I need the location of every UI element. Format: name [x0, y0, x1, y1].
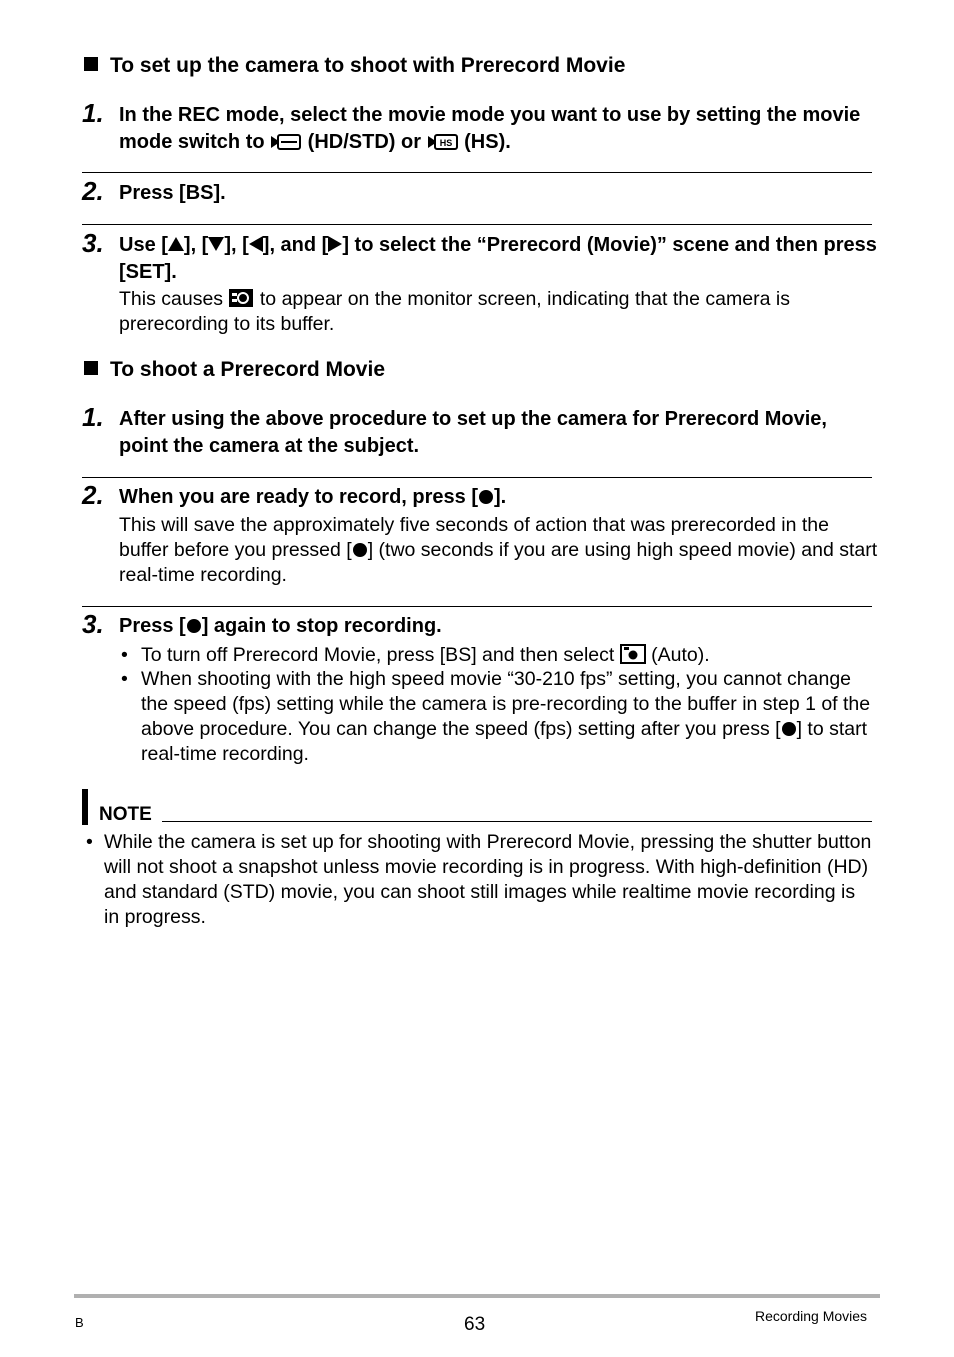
- step-number: 2.: [82, 480, 104, 510]
- bullet-item: • When shooting with the high speed movie “30-210 fps” setting, you cannot change the speed (fps) setting while the camera is pre-recording to the buffer in step 1 of the above procedure. You can change the speed (fps) setting after you press [ ] to start real-time recording.: [121, 668, 871, 765]
- divider: [82, 224, 872, 225]
- step-instruction: Press [BS].: [119, 182, 226, 204]
- record-button-icon: [353, 543, 367, 557]
- note-label: NOTE: [99, 804, 152, 825]
- hs-movie-icon: [427, 133, 459, 151]
- step-instruction: In the REC mode, select the movie mode you want to use by setting the movie mode switch to (HD/STD) or HS (HS).: [119, 104, 861, 153]
- record-button-icon: [187, 619, 201, 633]
- footer-marker: B: [75, 1315, 84, 1330]
- auto-icon: [620, 644, 646, 664]
- prerecord-icon: [228, 288, 254, 308]
- down-arrow-icon: [208, 237, 224, 251]
- note-divider: [162, 821, 872, 822]
- footer-rule: [74, 1294, 880, 1298]
- hd-std-movie-icon: [270, 133, 302, 151]
- section-heading: To set up the camera to shoot with Prerecord Movie: [84, 54, 625, 78]
- step-description: This causes to appear on the monitor screen, indicating that the camera is prerecording to its buffer.: [119, 288, 790, 335]
- step-number: 1.: [82, 402, 104, 432]
- step-number: 3.: [82, 228, 104, 258]
- left-arrow-icon: [249, 236, 263, 252]
- square-bullet-icon: [84, 57, 98, 71]
- step-instruction: Press [ ] again to stop recording.: [119, 615, 442, 637]
- square-bullet-icon: [84, 361, 98, 375]
- note-text: • While the camera is set up for shooting with Prerecord Movie, pressing the shutter button will not shoot a snapshot unless movie recording is in progress. With high-definition (HD) and standard (STD) movie, you can shoot still images while realtime movie recording is in progress.: [86, 831, 872, 928]
- step-instruction: Use [ ], [ ], [ ], and [ ] to select the “Prerecord (Movie)” scene and then press [SET].: [119, 234, 877, 283]
- step-number: 3.: [82, 609, 104, 639]
- divider: [82, 477, 872, 478]
- step-instruction: When you are ready to record, press [ ].: [119, 486, 507, 508]
- step-instruction: After using the above procedure to set up the camera for Prerecord Movie, point the camera at the subject.: [119, 408, 827, 457]
- note-marker: [82, 789, 88, 825]
- divider: [82, 172, 872, 173]
- divider: [82, 606, 872, 607]
- step-description: This will save the approximately five seconds of action that was prerecorded in the buffer before you pressed [ ] (two seconds if you are using high speed movie) and start real-time recording.: [119, 514, 878, 586]
- step-number: 1.: [82, 98, 104, 128]
- right-arrow-icon: [328, 236, 342, 252]
- record-button-icon: [479, 490, 493, 504]
- svg-text:HS: HS: [439, 137, 452, 148]
- bullet-item: • To turn off Prerecord Movie, press [BS] and then select (Auto).: [121, 644, 710, 666]
- footer-section-title: Recording Movies: [755, 1308, 868, 1324]
- step-number: 2.: [82, 176, 104, 206]
- record-button-icon: [782, 722, 796, 736]
- up-arrow-icon: [168, 237, 184, 251]
- section-heading: To shoot a Prerecord Movie: [84, 358, 385, 382]
- page-number: 63: [464, 1314, 486, 1335]
